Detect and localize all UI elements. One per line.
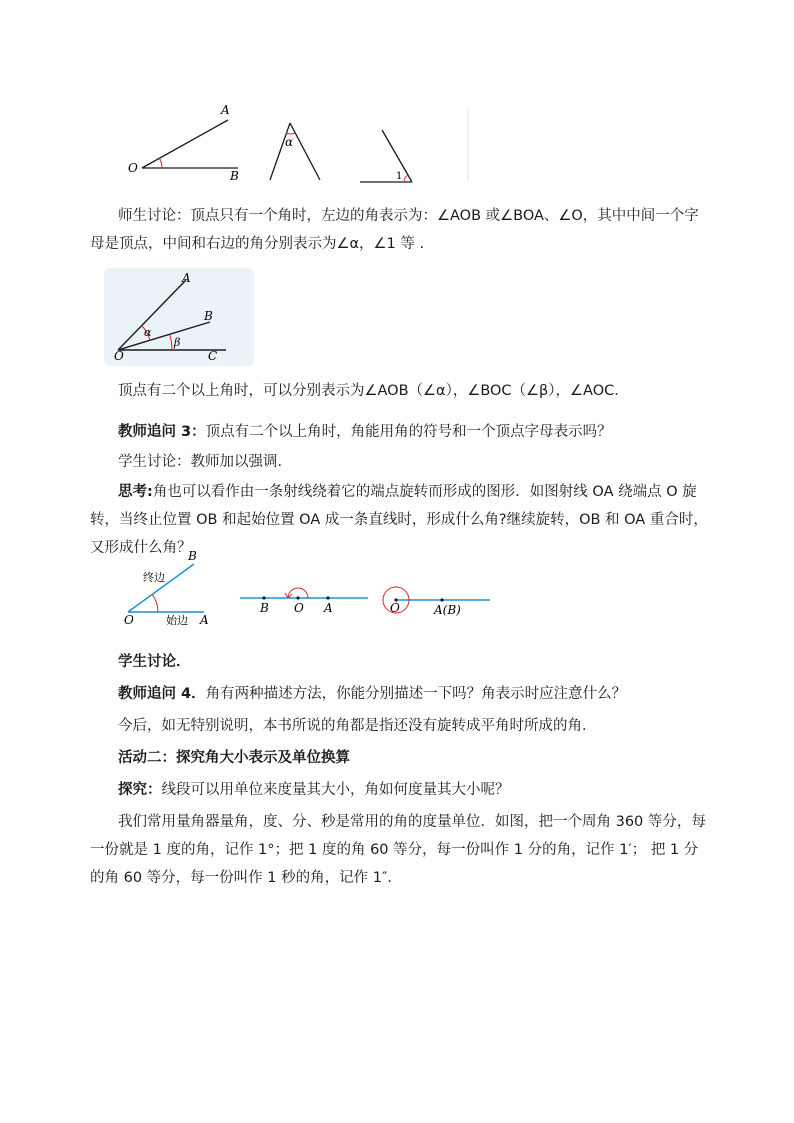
fig3c-label-ab: A(B) <box>434 603 461 617</box>
paragraph-angle-units: 我们常用量角器量角，度、分、秒是常用的角的度量单位．如图，把一个周角 360 等分，每一份就是 1 度的角，记作 1°；把 1 度的角 60 等分，每一份叫作 1 分的角，记作 1′； 把 1 分的角 60 等分，每一份叫作 1 秒的角，记作 1″． <box>90 814 706 886</box>
fig1-label-a: A <box>221 103 230 117</box>
label-teacher-question-4: 教师追问 4． <box>118 686 206 702</box>
fig3b-label-b: B <box>260 601 269 615</box>
fig2-label-o: O <box>114 349 124 363</box>
fig3a-label-a: A <box>200 613 209 627</box>
fig2-label-a: A <box>182 271 191 285</box>
fig3a-initial-side: 始边 <box>166 614 188 627</box>
fig3a-terminal-side: 终边 <box>143 571 165 584</box>
figure-ray-rotation <box>118 546 498 630</box>
fig1-label-1: 1 <box>396 171 403 182</box>
paragraph-note-angles: 今后，如无特别说明，本书所说的角都是指还没有旋转成平角时所成的角． <box>118 718 597 734</box>
figure-single-vertex-angles <box>120 100 480 188</box>
fig1-label-o: O <box>128 161 138 175</box>
fig3c-label-o: O <box>390 601 400 615</box>
fig2-label-beta: β <box>174 336 181 349</box>
paragraph-think: 思考:角也可以看作由一条射线绕着它的端点旋转而形成的图形．如图射线 OA 绕端点 O 旋转，当终止位置 OB 和起始位置 OA 成一条直线时，形成什么角?继续旋转，OB 和 OA 重合时，又形成什么角？ <box>90 484 708 556</box>
fig2-label-b: B <box>204 309 213 323</box>
paragraph-student-discussion-emphasis: 学生讨论：教师加以强调． <box>118 454 292 470</box>
fig1-label-b: B <box>230 169 239 183</box>
heading-activity-two: 活动二：探究角大小表示及单位换算 <box>118 750 350 766</box>
label-explore: 探究： <box>118 782 162 798</box>
paragraph-student-discussion: 学生讨论． <box>118 654 191 670</box>
paragraph-discussion-single-vertex: 师生讨论：顶点只有一个角时，左边的角表示为：∠AOB 或∠BOA、∠O，其中中间一个字母是顶点，中间和右边的角分别表示为∠α，∠1 等 . <box>90 208 699 252</box>
fig3a-label-o: O <box>124 613 134 627</box>
label-think: 思考: <box>118 484 153 500</box>
paragraph-teacher-question-4: 教师追问 4．角有两种描述方法，你能分别描述一下吗？角表示时应注意什么？ <box>118 686 627 702</box>
label-teacher-question-3: 教师追问 3： <box>118 424 206 440</box>
fig3a-label-b: B <box>188 549 197 563</box>
paragraph-explore: 探究：线段可以用单位来度量其大小，角如何度量其大小呢？ <box>118 782 510 798</box>
fig2-label-c: C <box>208 349 218 363</box>
fig2-label-alpha: α <box>144 326 152 339</box>
figure-multi-angle <box>104 268 254 366</box>
fig1-label-alpha: α <box>285 135 294 149</box>
paragraph-teacher-question-3: 教师追问 3：顶点有二个以上角时，角能用角的符号和一个顶点字母表示吗？ <box>118 424 612 440</box>
paragraph-multi-vertex-notation: 顶点有二个以上角时，可以分别表示为∠AOB（∠α），∠BOC（∠β），∠AOC． <box>118 383 629 399</box>
fig3b-label-a: A <box>324 601 333 615</box>
fig3b-label-o: O <box>294 601 304 615</box>
